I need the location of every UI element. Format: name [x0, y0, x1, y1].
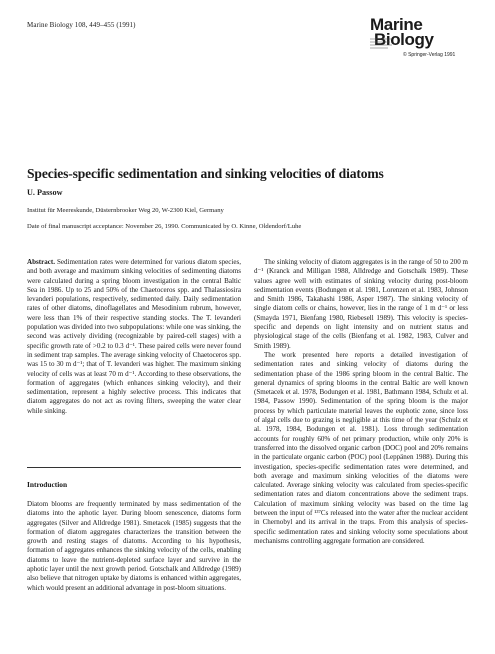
- logo-word-marine: Marine: [370, 15, 423, 34]
- abstract-label: Abstract.: [27, 258, 55, 266]
- logo-publisher: © Springer-Verlag 1991: [403, 52, 456, 58]
- right-column: [254, 258, 468, 546]
- section-divider: [27, 467, 241, 468]
- article-author: U. Passow: [27, 188, 63, 197]
- introduction-text: Diatom blooms are frequently terminated by mass sedimentation of the diatoms into the aphotic layer. During bloom senescence, diatoms form aggregates (Silver and Alldredge 1981). Smetacek (1985) suggests that the formation of diatom aggregates characterizes the transition between the growth and resting stages of diatoms. According to his hypothesis, formation of aggregates enhances the sinking velocity of the cells, enabling diatoms to leave the nutrient-depleted surface layer and survive in the aphotic layer until the next growth period. Gotschalk and Alldredge (1989) also believe that nitrogen uptake by diatoms is enhanced within aggregates, which would present an additional advantage in post-bloom situations.: [27, 500, 241, 592]
- article-title: Species-specific sedimentation and sinking velocities of diatoms: [27, 166, 384, 181]
- right-paragraph-1: The sinking velocity of diatom aggregates is in the range of 50 to 200 m d⁻¹ (Kranck and Milligan 1988, Alldredge and Gotschalk 1989). These values agree well with estimates of sinking velocity during post-bloom sedimentation events (Bodungen et al. 1981, Lorenzen et al. 1983, Johnson and Smith 1986, Takahashi 1986, Asper 1987). The sinking velocity of single diatom cells or chains, however, lies in the range of 1 m d⁻¹ or less (Smayda 1971, Bienfang 1980, Riebesell 1989). This velocity is species-specific and depends on light intensity and on nutrient status and physiological stage of the cells (Bienfang et al. 1982, 1983, Culver and Smith 1989).: [254, 258, 468, 350]
- abstract-text: Sedimentation rates were determined for various diatom species, and both average and maximum sinking velocities of sedimenting diatoms were calculated during a spring bloom investigation in the central Baltic Sea in 1986. Up to 25 and 50% of the Chaetoceros spp. and Thalassiosira levanderi populations, respectively, sedimented daily. Daily sedimentation rates of other diatoms, dinoflagellates and Mesodinium rubrum, however, were less than 1% of their respective standing stocks. The T. levanderi population was divided into two subpopulations: while one was sinking, the second was actively dividing (recognizable by paired-cell stages) with a specific growth rate of >0.2 to 0.3 d⁻¹. These paired cells were never found in sediment trap samples. The average sinking velocity of Chaetoceros spp. was 15 to 30 m d⁻¹; that of T. levanderi was higher. The maximum sinking velocity of cells was at least 70 m d⁻¹. According to these observations, the formation of aggregates (which enhances sinking velocity), and their sedimentation, represent a highly selective process. This indicates that diatom aggregates do not act as roving filters, sweeping the water clear while sinking.: [27, 258, 241, 415]
- introduction-heading: Introduction: [27, 480, 68, 489]
- author-affiliation: Institut für Meereskunde, Düsternbrooker Weg 20, W-2300 Kiel, Germany: [27, 207, 224, 214]
- journal-citation: Marine Biology 108, 449–455 (1991): [27, 21, 136, 29]
- right-paragraph-2: The work presented here reports a detailed investigation of sedimentation rates and sinking velocity of diatoms during the sedimentation phase of the 1986 spring bloom in the central Baltic. The general dynamics of spring blooms in the central Baltic are well known (Smetacek et al. 1978, Bodungen et al. 1981, Bathmann 1984, Schulz et al. 1984, Passow 1990). Sedimentation of the spring bloom is the major process by which particulate material leaves the euphotic zone, since loss of algal cells due to grazing is negligible at this time of the year (Schulz et al. 1978, 1984, Bodungen et al. 1981). Loss through sedimentation accounts for roughly 60% of net primary production, while only 20% is transferred into the dissolved organic carbon (DOC) pool and 20% remains in the particulate organic carbon (POC) pool (Leppänen 1988). During this investigation, species-specific sedimentation rates were determined, and both average and maximum sinking velocities of the diatoms were calculated. Average sinking velocity was calculated from species-specific sedimentation rates and diatom concentrations above the sediment traps. Calculation of maximum sinking velocity was based on the time lag between the input of ¹³⁷Cs released into the water after the nuclear accident in Chernobyl and its arrival in the traps. From this analysis of species-specific sedimentation rates and sinking velocity some speculations about mechanisms controlling aggregate formation are considered.: [254, 350, 468, 545]
- manuscript-dates: Date of final manuscript acceptance: November 26, 1990. Communicated by O. Kinne, Oldendorf/Luhe: [27, 223, 302, 230]
- abstract-block: [27, 258, 241, 416]
- introduction-block: [27, 500, 241, 593]
- journal-logo: [370, 17, 470, 65]
- logo-decoration: [370, 38, 392, 50]
- logo-word-biology: Biology: [374, 30, 434, 49]
